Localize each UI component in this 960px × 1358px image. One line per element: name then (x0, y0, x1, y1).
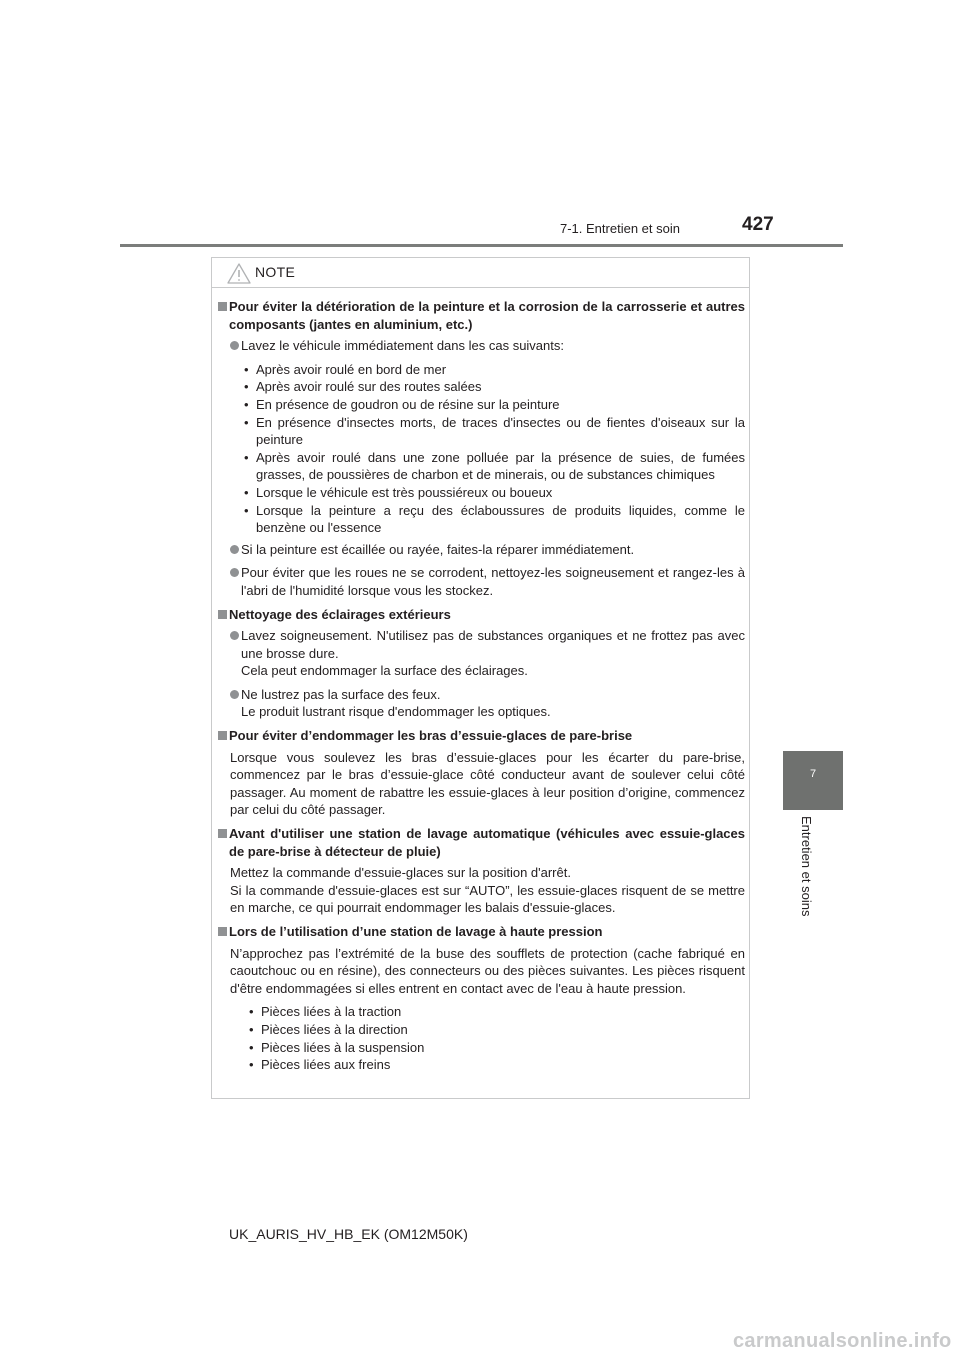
bullet-text: Cela peut endommager la surface des éclairages. (241, 663, 528, 679)
list-item: • Après avoir roulé dans une zone polluée par la présence de suies, de fumées grasses, de poussières de charbon et de minerais, ou de substances chimiques (218, 449, 745, 484)
bullet-text: Le produit lustrant risque d'endommager les optiques. (241, 704, 551, 720)
bullet-chipped-paint: Si la peinture est écaillée ou rayée, faites-la réparer immédiatement. (218, 541, 745, 559)
list-item: • Après avoir roulé en bord de mer (218, 361, 745, 379)
chapter-label: Entretien et soins (799, 816, 814, 917)
list-item: • Après avoir roulé sur des routes salées (218, 378, 745, 396)
paragraph-pressure-wash: N’approchez pas l’extrémité de la buse des soufflets de protection (cache fabriqué en caoutchouc ou en résine), des connecteurs ou des pièces suivantes. Les pièces risquent d'être endommagées si elles entrent en contact avec de l'eau à haute pression. (230, 945, 745, 996)
section-heading-paint: Pour éviter la détérioration de la peinture et la corrosion de la carrosserie et autres composants (jantes en aluminium, etc.) (218, 298, 745, 333)
section-heading-wipers: Pour éviter d’endommager les bras d’essuie-glaces de pare-brise (218, 727, 745, 745)
warning-triangle-icon (227, 263, 251, 284)
parts-list (218, 1003, 745, 1073)
list-item: • Lorsque la peinture a reçu des éclaboussures de produits liquides, comme le benzène ou l'essence (218, 502, 745, 537)
paragraph-wipers: Lorsque vous soulevez les bras d’essuie-glaces pour les écarter du pare-brise, commencez par le bras d’essuie-glace côté conducteur avant de soulever celui côté passager. Au moment de rabattre les essuie-glaces à leur position d’origine, commencez par celui du côté passager. (230, 749, 745, 818)
paragraph-car-wash (218, 864, 745, 917)
bullet-text: Lavez soigneusement. N'utilisez pas de substances organiques et ne frottez pas avec une brosse dure. (241, 628, 745, 661)
note-title: NOTE (255, 264, 296, 280)
page-number: 427 (742, 214, 774, 235)
bullet-text: Ne lustrez pas la surface des feux. (241, 686, 441, 702)
list-item: • Pièces liées à la direction (218, 1021, 745, 1039)
watermark: carmanualsonline.info (733, 1330, 952, 1352)
wash-cases-list (218, 361, 745, 537)
paragraph-line: Mettez la commande d'essuie-glaces sur la position d'arrêt. (230, 865, 571, 881)
list-item: • Pièces liées à la suspension (218, 1039, 745, 1057)
chapter-label-vertical (798, 816, 816, 926)
bullet-wheels: Pour éviter que les roues ne se corrodent, nettoyez-les soigneusement et rangez-les à l'abri de l'humidité lorsque vous les stockez. (218, 564, 745, 599)
note-body (218, 298, 745, 1078)
note-header (212, 258, 749, 288)
paragraph-line: Si la commande d'essuie-glaces est sur “AUTO”, les essuie-glaces risquent de se mettre en marche, ce qui pourrait endommager les balais d'essuie-glaces. (230, 882, 745, 916)
note-box (211, 257, 750, 1099)
list-item: • En présence d'insectes morts, de traces d'insectes ou de fientes d'oiseaux sur la peinture (218, 414, 745, 449)
section-heading-pressure-wash: Lors de l’utilisation d’une station de lavage à haute pression (218, 923, 745, 941)
bullet-wash-lights (218, 627, 745, 680)
chapter-number: 7 (809, 768, 817, 780)
list-item: • Lorsque le véhicule est très poussiéreux ou boueux (218, 484, 745, 502)
list-item: • Pièces liées à la traction (218, 1003, 745, 1021)
list-item: • Pièces liées aux freins (218, 1056, 745, 1074)
bullet-wash-immediately: Lavez le véhicule immédiatement dans les cas suivants: (218, 337, 745, 355)
bullet-polish-lights (218, 686, 745, 721)
section-title: 7-1. Entretien et soin (560, 221, 680, 236)
chapter-tab (783, 751, 843, 810)
header-rule (120, 244, 843, 247)
document-code: UK_AURIS_HV_HB_EK (OM12M50K) (229, 1226, 468, 1242)
section-heading-car-wash: Avant d'utiliser une station de lavage automatique (véhicules avec essuie-glaces de pare-brise à détecteur de pluie) (218, 825, 745, 860)
list-item: • En présence de goudron ou de résine sur la peinture (218, 396, 745, 414)
section-heading-lights: Nettoyage des éclairages extérieurs (218, 606, 745, 624)
